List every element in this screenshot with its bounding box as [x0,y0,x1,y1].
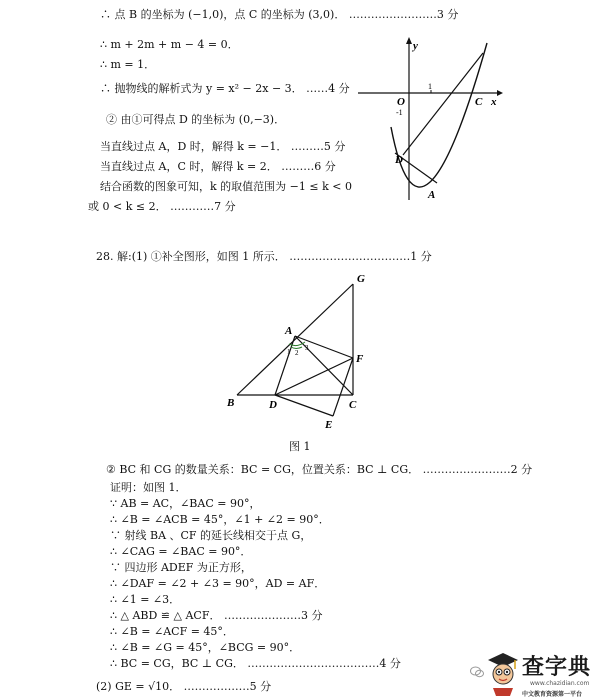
line-ac [403,53,483,155]
figure-caption: 图 1 [289,440,311,453]
y-axis-label: y [413,40,418,52]
origin-label: O [397,96,405,108]
proof-line: ∵ 四边形 ADEF 为正方形， [110,561,252,574]
proof-line: ∴ BC = CG，BC ⊥ CG． ………………………………4 分 [110,657,401,670]
point-b-label: B [227,397,235,409]
part-2-answer: (2) GE = √10． ………………5 分 [96,680,272,693]
question-28-header: 28. 解:(1) ①补全图形，如图 1 所示． ……………………………1 分 [96,250,432,263]
proof-line: ∴ ∠B = ∠ACB = 45°，∠1 + ∠2 = 90°． [110,513,330,526]
proof-line: ② BC 和 CG 的数量关系：BC = CG，位置关系：BC ⊥ CG． ……………………2 分 [106,463,533,476]
solution-line: ∴ 点 B 的坐标为 (−1,0)，点 C 的坐标为 (3,0)． ……………………3 分 [100,8,459,21]
solution-line: ∴ m = 1． [100,58,156,71]
proof-line: ∴ ∠DAF = ∠2 + ∠3 = 90°，AD = AF． [110,577,326,590]
scholar-mascot-icon [486,650,520,696]
x-axis-label: x [491,96,497,108]
wechat-icon [470,666,484,678]
proof-line: ∴ ∠B = ∠ACF = 45°． [110,625,234,638]
chazidian-logo [470,640,598,700]
proof-line: ∵ AB = AC，∠BAC = 90°， [110,497,261,510]
solution-line: 当直线过点 A，D 时，解得 k = −1． ………5 分 [100,140,346,153]
point-f-label: F [356,353,364,365]
point-e-label: E [325,419,333,431]
angle-3-label: 3 [305,344,309,352]
point-d-label: D [395,154,403,166]
tick-label-minus1: -1 [396,108,403,117]
angle-1-label: 1 [287,348,291,356]
y-axis-arrow-icon [406,37,412,44]
segment-af [295,336,353,358]
proof-line: 证明：如图 1． [110,481,187,494]
solution-line: 或 0 < k ≤ 2． …………7 分 [88,200,236,213]
proof-line: ∴ ∠CAG = ∠BAC = 90°． [110,545,252,558]
solution-line: 结合函数的图象可知，k 的取值范围为 −1 ≤ k < 0 [100,180,352,193]
point-d-label: D [269,399,277,411]
proof-line: ∴ ∠1 = ∠3． [110,593,181,606]
point-g-label: G [357,273,365,285]
parabola-graph [355,35,505,205]
point-a-label: A [285,325,293,337]
segment-ac [295,336,353,395]
segment-bg [237,284,353,395]
figure-1 [225,268,375,433]
angle-2-label: 2 [295,349,299,357]
solution-line: 当直线过点 A，C 时，解得 k = 2． ………6 分 [100,160,336,173]
solution-line: ∴ 抛物线的解析式为 y = x² − 2x − 3． ……4 分 [100,82,350,95]
segment-df [275,358,353,395]
parabola-curve [391,43,487,187]
solution-line: ② 由①可得点 D 的坐标为 (0,−3)． [106,113,286,126]
logo-slogan: 中文教育资源第一平台 [522,691,583,698]
point-c-label: C [475,96,483,108]
solution-line: ∴ m + 2m + m − 4 = 0． [100,38,239,51]
proof-line: ∴ ∠B = ∠G = 45°，∠BCG = 90°． [110,641,301,654]
tick-label-1: 1 [428,82,432,91]
proof-line: ∵ 射线 BA 、CF 的延长线相交于点 G， [110,529,312,542]
segment-de [275,395,333,416]
logo-url: www.chazidian.com [530,680,590,687]
proof-line: ∴ △ ABD ≌ △ ACF． …………………3 分 [110,609,323,622]
point-c-label: C [349,399,357,411]
point-a-label: A [428,189,436,201]
x-axis-arrow-icon [497,90,503,96]
logo-name: 查字典 [522,655,592,680]
